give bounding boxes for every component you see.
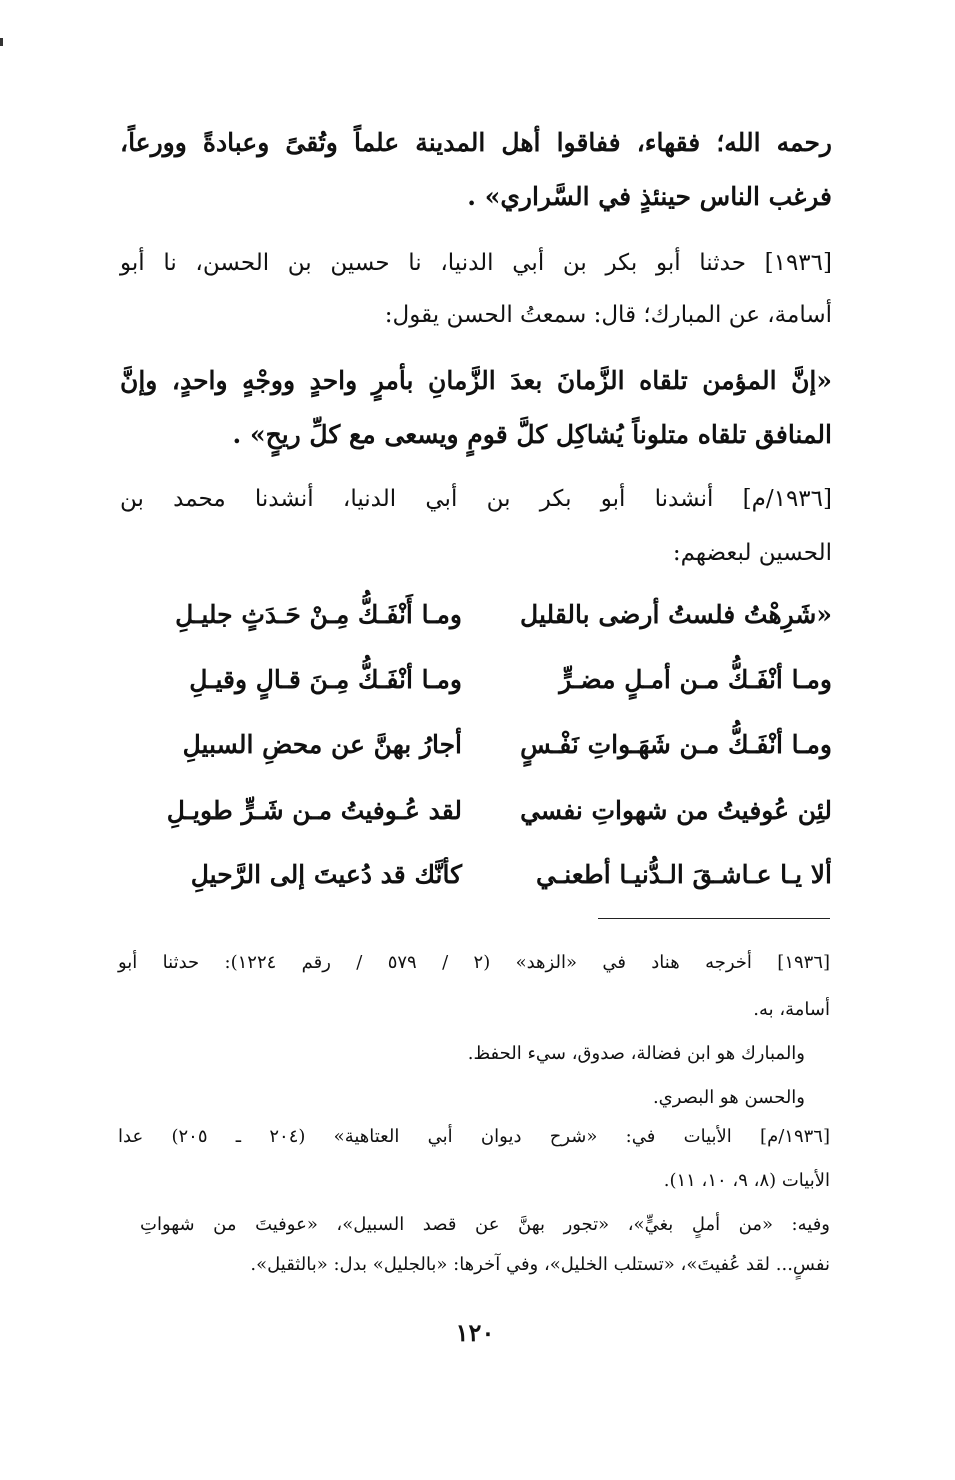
footnote-5-line-2: نفسٍ... لقد عُفيتَ»، «تستلب الخليل»، وفي آخرها: «بالجليل» بدل: «بالثقيل».: [250, 1254, 830, 1275]
footnote-separator: [598, 918, 830, 919]
verse-second-hemistich: أجارُ بهنَّ عن محضِ السبيلِ: [182, 730, 462, 759]
crop-mark: [0, 38, 3, 46]
footnote-1-line-1: [١٩٣٦] أخرجه هناد في «الزهد» (٢ / ٥٧٩ / رقم ١٢٢٤): حدثنا أبو: [118, 952, 831, 973]
paragraph-4-line-2: الحسين لبعضهم:: [672, 540, 832, 566]
paragraph-3-line-2: المنافق تلقاه متلوناً يُشاكِل كلَّ قومٍ ويسعى مع كلِّ ريحٍ» .: [232, 420, 832, 449]
verse-second-hemistich: ومـا أنْفَـكُّ مِـنَ قـالٍ وقيـلِ: [189, 665, 462, 694]
footnote-1-line-2: أسامة، به.: [753, 999, 830, 1020]
paragraph-1-line-1: رحمه الله؛ فقهاء، ففاقوا أهل المدينة علماً وتُقىً وعبادةً وورعاً،: [120, 128, 832, 157]
verse-row: [120, 600, 832, 644]
verse-row: [120, 860, 832, 904]
verse-second-hemistich: ومـا أَنْفَـكُّ مِـنْ حَـدَثٍ جليـلِ: [175, 600, 462, 629]
footnote-2: والمبارك هو ابن فضالة، صدوق، سيء الحفظ.: [467, 1043, 805, 1064]
verse-first-hemistich: ألا يـا عـاشـقَ الـدُّنيـا أطعنـي: [536, 860, 832, 889]
verse-second-hemistich: كأنَّك قد دُعيتَ إلى الرَّحيلِ: [190, 860, 462, 889]
verse-row: [120, 665, 832, 709]
verse-second-hemistich: لقد عُـوفيتُ مـن شَـرٍّ طويـلِ: [166, 796, 462, 825]
verse-row: [120, 730, 832, 774]
paragraph-2-line-1: [١٩٣٦] حدثنا أبو بكر بن أبي الدنيا، نا حسين بن الحسن، نا أبو: [120, 250, 832, 276]
verse-first-hemistich: ومـا أنْفَـكُّ مـن أمـلٍ مضـرٍّ: [559, 665, 832, 694]
footnote-4-line-1: [١٩٣٦/م] الأبيات في: «شرح ديوان أبي العتاهية» (٢٠٤ ـ ٢٠٥) عدا: [118, 1126, 830, 1147]
main-text: [120, 0, 832, 900]
paragraph-1-line-2: فرغب الناس حينئذٍ في السَّراري» .: [467, 182, 832, 211]
verse-first-hemistich: لئِن عُوفيتُ من شهواتِ نفسي: [520, 796, 832, 825]
paragraph-2-line-2: أسامة، عن المبارك؛ قال: سمعتُ الحسن يقول:: [384, 302, 832, 328]
paragraph-4-line-1: [١٩٣٦/م] أنشدنا أبو بكر بن أبي الدنيا، أنشدنا محمد بن: [120, 486, 832, 512]
verse-first-hemistich: «شَرِهْتُ فلستُ أرضى بالقليل: [520, 600, 832, 629]
verse-row: [120, 796, 832, 840]
page-number: ١٢٠: [455, 1318, 495, 1347]
verse-first-hemistich: ومـا أنْفَـكُّ مـن شَهَـواتِ نَفْـسٍ: [520, 730, 832, 759]
paragraph-3-line-1: «إنَّ المؤمن تلقاه الزَّمانَ بعدَ الزَّمانِ بأمرٍ واحدٍ ووجْهٍ واحدٍ، وإنَّ: [120, 366, 833, 395]
footnote-4-line-2: الأبيات (٨، ٩، ١٠، ١١).: [663, 1170, 830, 1191]
footnote-3: والحسن هو البصري.: [652, 1087, 805, 1108]
footnote-5-line-1: وفيه: «من أملٍ بغيٍّ»، «تجور بهنَّ عن قصد السبيل»، «عوفيتَ من شهواتِ: [140, 1214, 830, 1235]
